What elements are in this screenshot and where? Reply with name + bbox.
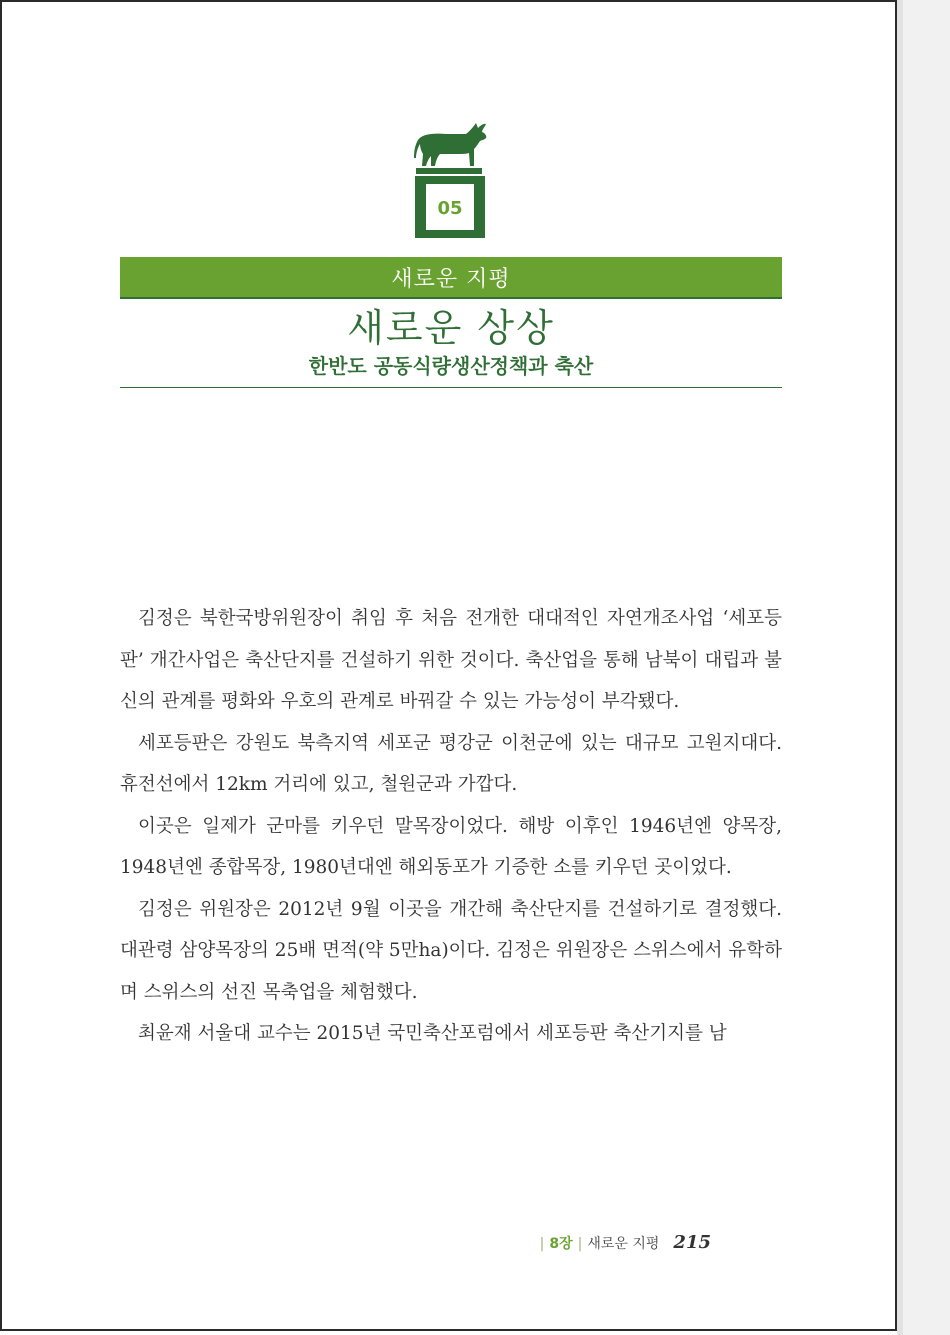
section-bar bbox=[120, 257, 782, 299]
paragraph: 이곳은 일제가 군마를 키우던 말목장이었다. 해방 이후인 1946년엔 양목장, 1948년엔 종합목장, 1980년대엔 해외동포가 기증한 소를 키우던 곳이었다. bbox=[120, 815, 782, 878]
chapter-emblem bbox=[412, 120, 488, 240]
paragraph: 세포등판은 강원도 북측지역 세포군 평강군 이천군에 있는 대규모 고원지대다. 휴전선에서 12km 거리에 있고, 철원군과 가깝다. bbox=[120, 732, 782, 795]
page-background bbox=[903, 0, 950, 1335]
page-title: 새로운 상상 bbox=[347, 306, 555, 350]
title-divider bbox=[120, 387, 782, 388]
body-text bbox=[120, 598, 782, 1055]
footer-section: 새로운 지평 bbox=[587, 1236, 660, 1252]
paragraph: 최윤재 서울대 교수는 2015년 국민축산포럼에서 세포등판 축산기지를 남 bbox=[138, 1023, 727, 1044]
page-footer bbox=[535, 1232, 711, 1253]
paragraph: 김정은 위원장은 2012년 9월 이곳을 개간해 축산단지를 건설하기로 결정했다. 대관령 삼양목장의 25배 면적(약 5만ha)이다. 김정은 위원장은 스위스에서 유학하며 스위스의 선진 목축업을 체험했다. bbox=[120, 898, 782, 1003]
footer-chapter: 8장 bbox=[549, 1236, 573, 1252]
paragraph: 김정은 북한국방위원장이 취임 후 처음 전개한 대대적인 자연개조사업 ‘세포등판’ 개간사업은 축산단지를 건설하기 위한 것이다. 축산업을 통해 남북이 대립과 불신의 관계를 평화와 우호의 관계로 바꿔갈 수 있는 가능성이 부각됐다. bbox=[120, 608, 782, 712]
footer-separator: | bbox=[539, 1236, 545, 1252]
page-subtitle: 한반도 공동식량생산정책과 축산 bbox=[308, 354, 594, 378]
section-bar-label: 새로운 지평 bbox=[391, 266, 511, 292]
cow-icon bbox=[414, 123, 486, 174]
page-number: 215 bbox=[673, 1232, 711, 1253]
footer-separator: | bbox=[577, 1236, 583, 1252]
chapter-number: 05 bbox=[437, 198, 463, 219]
